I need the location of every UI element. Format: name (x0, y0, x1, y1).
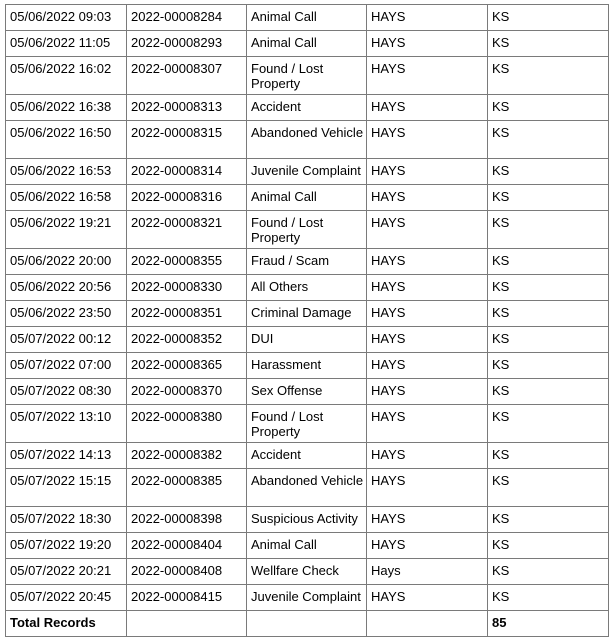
city-cell: HAYS (367, 353, 488, 379)
date-time-cell: 05/07/2022 20:45 (6, 585, 127, 611)
city-cell: HAYS (367, 443, 488, 469)
incident-type-cell: Criminal Damage (247, 301, 367, 327)
date-time-cell: 05/07/2022 19:20 (6, 533, 127, 559)
date-time-cell: 05/07/2022 15:15 (6, 469, 127, 507)
incident-type-cell: Suspicious Activity (247, 507, 367, 533)
incident-type-cell: DUI (247, 327, 367, 353)
incident-number-cell: 2022-00008321 (127, 211, 247, 249)
incident-type-cell: Sex Offense (247, 379, 367, 405)
table-row (6, 211, 609, 249)
date-time-cell: 05/06/2022 16:58 (6, 185, 127, 211)
state-cell: KS (488, 57, 609, 95)
table-row (6, 327, 609, 353)
incident-type-cell: Found / Lost Property (247, 405, 367, 443)
empty-cell (127, 611, 247, 637)
state-cell: KS (488, 353, 609, 379)
incident-number-cell: 2022-00008293 (127, 31, 247, 57)
table-row (6, 379, 609, 405)
state-cell: KS (488, 5, 609, 31)
state-cell: KS (488, 379, 609, 405)
city-cell: HAYS (367, 469, 488, 507)
city-cell: HAYS (367, 159, 488, 185)
incident-number-cell: 2022-00008385 (127, 469, 247, 507)
incident-type-cell: Wellfare Check (247, 559, 367, 585)
incident-number-cell: 2022-00008365 (127, 353, 247, 379)
date-time-cell: 05/07/2022 07:00 (6, 353, 127, 379)
city-cell: HAYS (367, 379, 488, 405)
date-time-cell: 05/07/2022 14:13 (6, 443, 127, 469)
table-row (6, 121, 609, 159)
state-cell: KS (488, 301, 609, 327)
state-cell: KS (488, 585, 609, 611)
incident-number-cell: 2022-00008398 (127, 507, 247, 533)
incident-number-cell: 2022-00008351 (127, 301, 247, 327)
city-cell: HAYS (367, 57, 488, 95)
date-time-cell: 05/07/2022 20:21 (6, 559, 127, 585)
incident-number-cell: 2022-00008314 (127, 159, 247, 185)
table-row (6, 31, 609, 57)
state-cell: KS (488, 559, 609, 585)
incident-type-cell: Found / Lost Property (247, 211, 367, 249)
empty-cell (367, 611, 488, 637)
date-time-cell: 05/06/2022 16:02 (6, 57, 127, 95)
date-time-cell: 05/06/2022 09:03 (6, 5, 127, 31)
incident-type-cell: Animal Call (247, 31, 367, 57)
date-time-cell: 05/06/2022 11:05 (6, 31, 127, 57)
table-row (6, 405, 609, 443)
date-time-cell: 05/06/2022 20:56 (6, 275, 127, 301)
state-cell: KS (488, 507, 609, 533)
city-cell: HAYS (367, 249, 488, 275)
city-cell: HAYS (367, 275, 488, 301)
table-row (6, 507, 609, 533)
incident-number-cell: 2022-00008316 (127, 185, 247, 211)
date-time-cell: 05/07/2022 08:30 (6, 379, 127, 405)
table-row (6, 5, 609, 31)
incident-number-cell: 2022-00008352 (127, 327, 247, 353)
incident-number-cell: 2022-00008307 (127, 57, 247, 95)
incident-type-cell: Harassment (247, 353, 367, 379)
state-cell: KS (488, 249, 609, 275)
incident-number-cell: 2022-00008355 (127, 249, 247, 275)
table-row (6, 533, 609, 559)
state-cell: KS (488, 31, 609, 57)
state-cell: KS (488, 95, 609, 121)
city-cell: HAYS (367, 95, 488, 121)
city-cell: HAYS (367, 327, 488, 353)
incident-type-cell: Fraud / Scam (247, 249, 367, 275)
city-cell: HAYS (367, 185, 488, 211)
city-cell: HAYS (367, 211, 488, 249)
total-count: 85 (488, 611, 609, 637)
city-cell: HAYS (367, 5, 488, 31)
incident-type-cell: Juvenile Complaint (247, 585, 367, 611)
date-time-cell: 05/06/2022 19:21 (6, 211, 127, 249)
city-cell: HAYS (367, 507, 488, 533)
table-row (6, 469, 609, 507)
state-cell: KS (488, 121, 609, 159)
incident-type-cell: Accident (247, 95, 367, 121)
date-time-cell: 05/06/2022 20:00 (6, 249, 127, 275)
city-cell: HAYS (367, 301, 488, 327)
incident-number-cell: 2022-00008330 (127, 275, 247, 301)
incident-number-cell: 2022-00008408 (127, 559, 247, 585)
table-row (6, 95, 609, 121)
state-cell: KS (488, 533, 609, 559)
date-time-cell: 05/07/2022 13:10 (6, 405, 127, 443)
city-cell: HAYS (367, 585, 488, 611)
city-cell: HAYS (367, 31, 488, 57)
incident-type-cell: Juvenile Complaint (247, 159, 367, 185)
table-row (6, 57, 609, 95)
total-label: Total Records (6, 611, 127, 637)
incident-type-cell: Accident (247, 443, 367, 469)
incident-number-cell: 2022-00008382 (127, 443, 247, 469)
call-log-body (6, 5, 609, 637)
state-cell: KS (488, 185, 609, 211)
empty-cell (247, 611, 367, 637)
date-time-cell: 05/06/2022 16:38 (6, 95, 127, 121)
incident-number-cell: 2022-00008284 (127, 5, 247, 31)
total-row (6, 611, 609, 637)
state-cell: KS (488, 275, 609, 301)
city-cell: HAYS (367, 533, 488, 559)
city-cell: HAYS (367, 121, 488, 159)
incident-type-cell: Animal Call (247, 5, 367, 31)
date-time-cell: 05/06/2022 16:50 (6, 121, 127, 159)
table-row (6, 159, 609, 185)
call-log-table (5, 4, 609, 637)
table-row (6, 185, 609, 211)
incident-type-cell: All Others (247, 275, 367, 301)
incident-number-cell: 2022-00008415 (127, 585, 247, 611)
city-cell: HAYS (367, 405, 488, 443)
incident-number-cell: 2022-00008380 (127, 405, 247, 443)
incident-type-cell: Abandoned Vehicle (247, 121, 367, 159)
incident-number-cell: 2022-00008370 (127, 379, 247, 405)
incident-number-cell: 2022-00008315 (127, 121, 247, 159)
table-row (6, 249, 609, 275)
table-row (6, 559, 609, 585)
state-cell: KS (488, 327, 609, 353)
state-cell: KS (488, 469, 609, 507)
incident-type-cell: Animal Call (247, 533, 367, 559)
state-cell: KS (488, 159, 609, 185)
date-time-cell: 05/06/2022 16:53 (6, 159, 127, 185)
incident-number-cell: 2022-00008313 (127, 95, 247, 121)
incident-type-cell: Abandoned Vehicle (247, 469, 367, 507)
table-row (6, 585, 609, 611)
city-cell: Hays (367, 559, 488, 585)
table-row (6, 353, 609, 379)
state-cell: KS (488, 443, 609, 469)
incident-number-cell: 2022-00008404 (127, 533, 247, 559)
call-log-sheet (5, 4, 608, 637)
date-time-cell: 05/07/2022 18:30 (6, 507, 127, 533)
state-cell: KS (488, 211, 609, 249)
table-row (6, 301, 609, 327)
state-cell: KS (488, 405, 609, 443)
incident-type-cell: Found / Lost Property (247, 57, 367, 95)
table-row (6, 275, 609, 301)
date-time-cell: 05/06/2022 23:50 (6, 301, 127, 327)
table-row (6, 443, 609, 469)
date-time-cell: 05/07/2022 00:12 (6, 327, 127, 353)
incident-type-cell: Animal Call (247, 185, 367, 211)
